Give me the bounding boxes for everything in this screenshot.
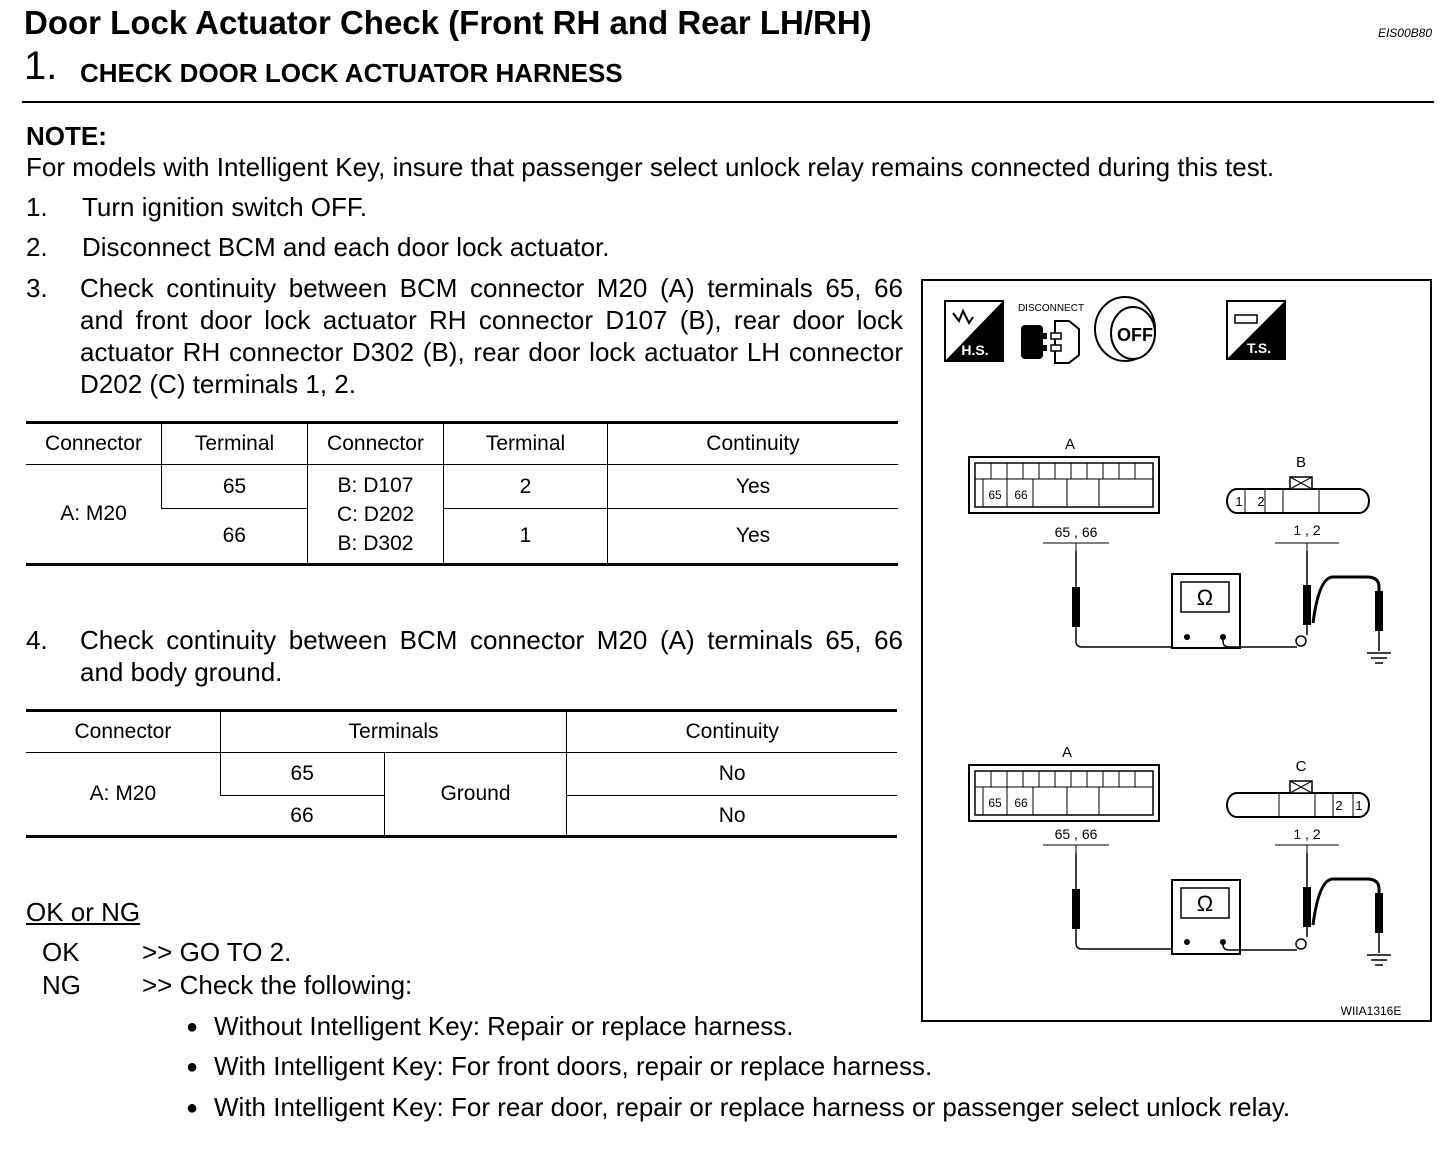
list-item — [186, 1050, 932, 1083]
ng-action: >> Check the following: — [142, 970, 413, 1000]
note-heading: NOTE: — [26, 121, 107, 151]
step-text-4: Check continuity between BCM connector M20 (A) terminals 65, 66 and body ground. — [80, 625, 903, 687]
table-cell-continuity: No — [567, 796, 897, 837]
pin-label: 1 — [1355, 798, 1363, 813]
ng-label: NG — [42, 970, 81, 1000]
step-text-1: Turn ignition switch OFF. — [82, 192, 368, 222]
continuity-table-ground — [26, 709, 897, 838]
table-cell-ground: Ground — [384, 753, 567, 837]
table-header: Connector — [26, 711, 220, 753]
meter-circuit-lower — [1072, 853, 1391, 965]
table-cell-continuity: Yes — [608, 465, 899, 509]
table-header: Continuity — [608, 423, 899, 465]
pin-label: 2 — [1335, 798, 1343, 813]
table-header: Terminal — [162, 423, 308, 465]
table-cell-terminal: 65 — [162, 465, 308, 509]
table-header: Connector — [308, 423, 444, 465]
continuity-table-actuator — [26, 421, 898, 566]
connector-c — [1227, 758, 1369, 853]
connector-a-label: A — [1061, 744, 1073, 761]
table-header: Continuity — [567, 711, 897, 753]
connector-b-d302: B: D302 — [337, 531, 414, 555]
step-text-2: Disconnect BCM and each door lock actuator. — [82, 232, 610, 262]
connector-c-d202: C: D202 — [336, 502, 415, 526]
table-header: Connector — [26, 423, 162, 465]
document-id: EIS00B80 — [1377, 26, 1432, 40]
table-cell-continuity: No — [567, 753, 897, 796]
list-item — [186, 1091, 1290, 1124]
off-label: OFF — [1117, 325, 1153, 345]
connector-a-upper — [969, 436, 1159, 551]
pin-label: 66 — [1014, 796, 1028, 810]
connector-b-label: B — [1295, 454, 1307, 471]
step-number-4: 4. — [26, 625, 48, 655]
terminals-c-label: 1 , 2 — [1293, 826, 1321, 842]
page-title: Door Lock Actuator Check (Front RH and Rear LH/RH) — [24, 4, 872, 41]
disconnect-icon — [1018, 303, 1084, 363]
table-cell-terminal: 65 — [220, 753, 384, 796]
wiring-diagram-figure — [921, 279, 1432, 1022]
terminals-a-label: 65 , 66 — [1054, 826, 1098, 842]
step-number: 1. — [24, 44, 58, 88]
ts-icon — [1227, 301, 1285, 359]
table-cell-terminal-b: 2 — [444, 465, 608, 509]
ok-label: OK — [42, 937, 80, 967]
step-item — [26, 191, 367, 223]
table-cell-connector: A: M20 — [26, 753, 220, 837]
step-item — [26, 231, 610, 263]
wiring-diagram — [923, 281, 1430, 1020]
bullet-icon: ● — [186, 1016, 199, 1038]
pin-label: 2 — [1257, 494, 1265, 509]
bullet-text: With Intelligent Key: For rear door, repair or replace harness or passenger select unlock relay. — [214, 1092, 1291, 1122]
bullet-text: Without Intelligent Key: Repair or replace harness. — [214, 1011, 794, 1041]
connector-a-lower — [969, 744, 1159, 853]
connector-c-label: C — [1295, 758, 1307, 775]
pin-label: 66 — [1014, 488, 1028, 502]
ohm-symbol: Ω — [1196, 585, 1214, 610]
step-number-2: 2. — [26, 232, 48, 262]
step-number-1: 1. — [26, 192, 48, 222]
step-number-3: 3. — [26, 273, 48, 303]
terminals-a-label: 65 , 66 — [1054, 524, 1098, 540]
bullet-text: With Intelligent Key: For front doors, repair or replace harness. — [214, 1051, 933, 1081]
disconnect-label: DISCONNECT — [1017, 303, 1085, 314]
bullet-icon: ● — [186, 1097, 199, 1119]
table-cell-connector-a: A: M20 — [26, 465, 162, 565]
result-heading: OK or NG — [26, 897, 141, 927]
table-cell-terminal: 66 — [162, 509, 308, 565]
connector-a-label: A — [1064, 436, 1076, 453]
ts-label: T.S. — [1246, 340, 1272, 356]
list-item — [186, 1010, 794, 1043]
connector-b — [1227, 454, 1369, 551]
ohm-symbol: Ω — [1196, 891, 1214, 916]
figure-id: WIIA1316E — [1340, 1004, 1402, 1018]
table-cell-terminal: 66 — [220, 796, 384, 837]
hs-icon — [945, 301, 1003, 361]
table-cell-connectors-b — [308, 465, 444, 565]
terminals-b-label: 1 , 2 — [1293, 522, 1321, 538]
table-cell-terminal-b: 1 — [444, 509, 608, 565]
note-text: For models with Intelligent Key, insure that passenger select unlock relay remains connected during this test. — [26, 152, 1275, 182]
step-title: CHECK DOOR LOCK ACTUATOR HARNESS — [80, 58, 623, 88]
ignition-off-icon — [1095, 297, 1155, 361]
meter-circuit-upper — [1072, 551, 1391, 663]
hs-label: H.S. — [961, 342, 989, 358]
pin-label: 1 — [1235, 494, 1243, 509]
table-cell-continuity: Yes — [608, 509, 899, 565]
header-divider — [22, 101, 1434, 103]
pin-label: 65 — [988, 796, 1002, 810]
step-text-3: Check continuity between BCM connector M20 (A) terminals 65, 66 and front door lock actuator RH connector D107 (B), rear door lock actuator RH connector D302 (B), rear door lock actuator LH connector D202 (C) terminals 1, 2. — [80, 273, 903, 399]
ok-action: >> GO TO 2. — [142, 937, 292, 967]
table-header: Terminal — [444, 423, 608, 465]
bullet-icon: ● — [186, 1056, 199, 1078]
table-header: Terminals — [220, 711, 567, 753]
pin-label: 65 — [988, 488, 1002, 502]
connector-b-d107: B: D107 — [337, 473, 414, 497]
